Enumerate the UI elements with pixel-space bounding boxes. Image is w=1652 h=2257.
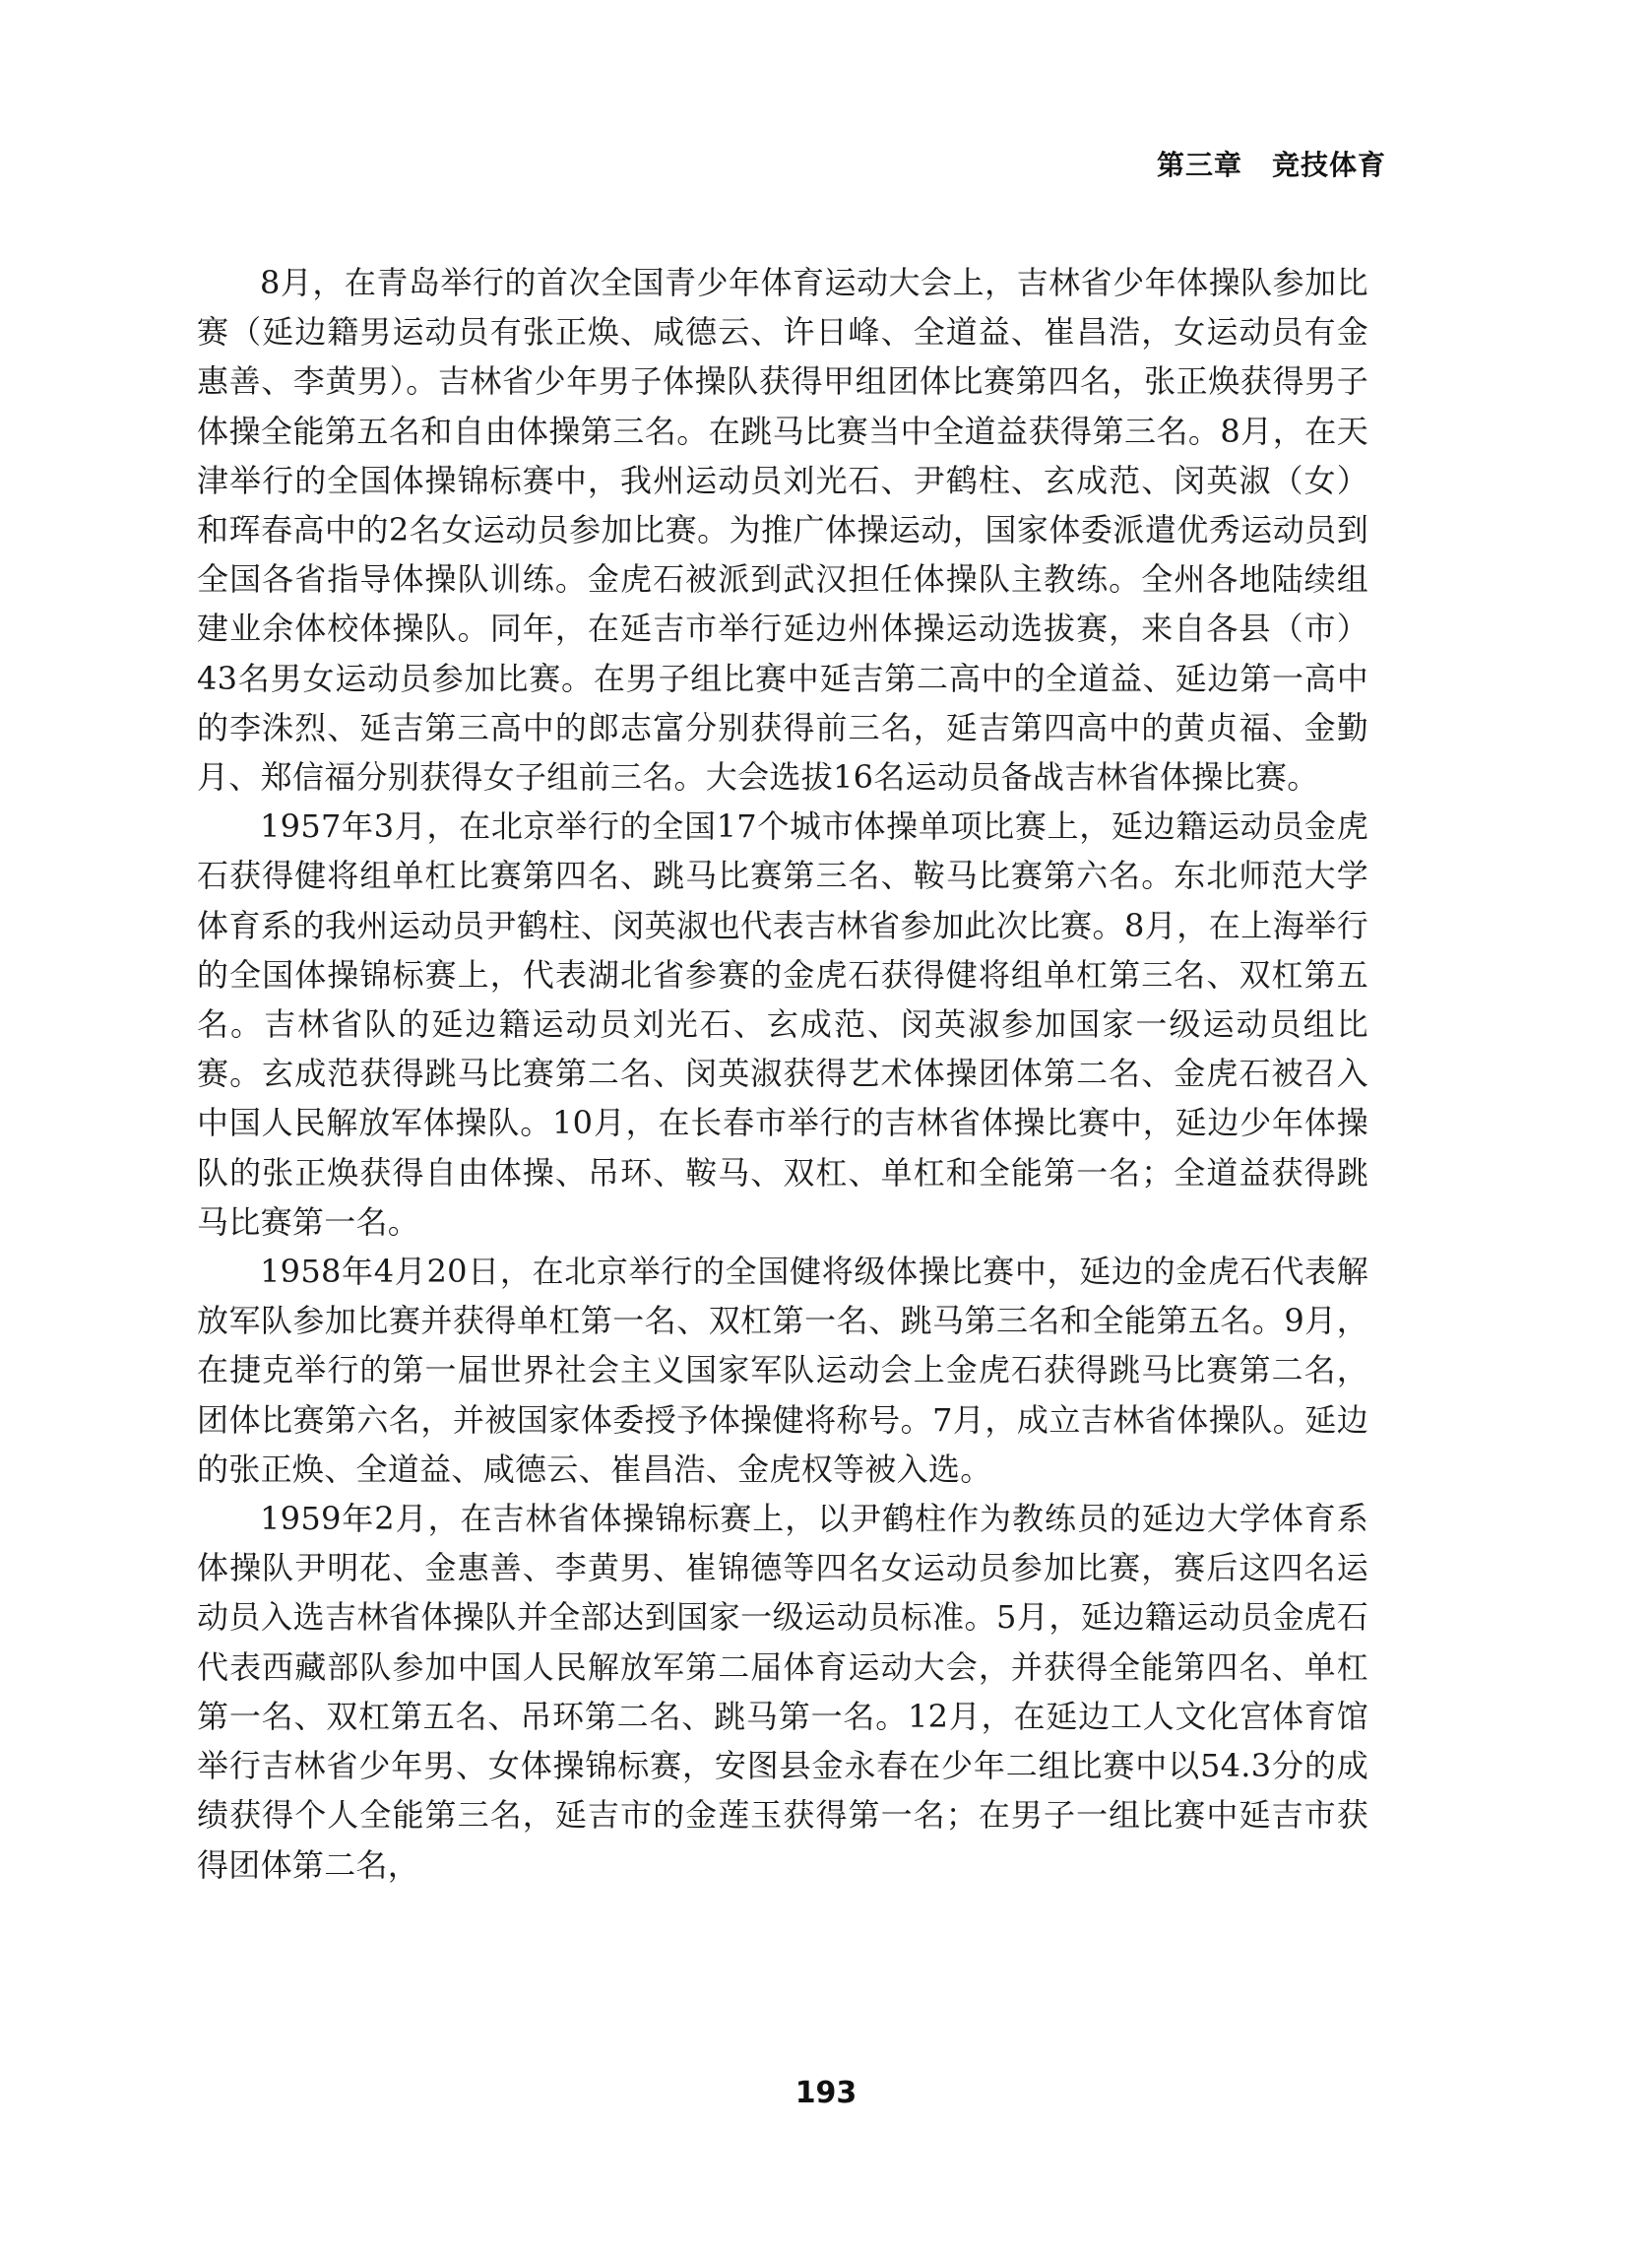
paragraph: 1958年4月20日，在北京举行的全国健将级体操比赛中，延边的金虎石代表解放军队参加比赛并获得单杠第一名、双杠第一名、跳马第三名和全能第五名。9月，在捷克举行的第一届世界社会主义国家军队运动会上金虎石获得跳马比赛第二名，团体比赛第六名，并被国家体委授予体操健将称号。7月，成立吉林省体操队。延边的张正焕、全道益、咸德云、崔昌浩、金虎权等被入选。	[197, 1253, 1368, 1488]
paragraph: 8月，在青岛举行的首次全国青少年体育运动大会上，吉林省少年体操队参加比赛（延边籍男运动员有张正焕、咸德云、许日峰、全道益、崔昌浩，女运动员有金惠善、李黄男）。吉林省少年男子体操队获得甲组团体比赛第四名，张正焕获得男子体操全能第五名和自由体操第三名。在跳马比赛当中全道益获得第三名。8月，在天津举行的全国体操锦标赛中，我州运动员刘光石、尹鹤柱、玄成范、闵英淑（女）和珲春高中的2名女运动员参加比赛。为推广体操运动，国家体委派遣优秀运动员到全国各省指导体操队训练。金虎石被派到武汉担任体操队主教练。全州各地陆续组建业余体校体操队。同年，在延吉市举行延边州体操运动选拔赛，来自各县（市）43名男女运动员参加比赛。在男子组比赛中延吉第二高中的全道益、延边第一高中的李洙烈、延吉第三高中的郎志富分别获得前三名，延吉第四高中的黄贞福、金勤月、郑信福分别获得女子组前三名。大会选拔16名运动员备战吉林省体操比赛。	[197, 264, 1368, 797]
body-text	[197, 258, 1368, 1890]
page-number: 193	[794, 2076, 858, 2110]
chapter-number: 第三章	[1156, 149, 1242, 181]
chapter-title: 竞技体育	[1271, 149, 1386, 181]
paragraph: 1957年3月，在北京举行的全国17个城市体操单项比赛上，延边籍运动员金虎石获得健将组单杠比赛第四名、跳马比赛第三名、鞍马比赛第六名。东北师范大学体育系的我州运动员尹鹤柱、闵英淑也代表吉林省参加此次比赛。8月，在上海举行的全国体操锦标赛上，代表湖北省参赛的金虎石获得健将组单杠第三名、双杠第五名。吉林省队的延边籍运动员刘光石、玄成范、闵英淑参加国家一级运动员组比赛。玄成范获得跳马比赛第二名、闵英淑获得艺术体操团体第二名、金虎石被召入中国人民解放军体操队。10月，在长春市举行的吉林省体操比赛中，延边少年体操队的张正焕获得自由体操、吊环、鞍马、双杠、单杠和全能第一名；全道益获得跳马比赛第一名。	[197, 807, 1368, 1241]
paragraph: 1959年2月，在吉林省体操锦标赛上，以尹鹤柱作为教练员的延边大学体育系体操队尹明花、金惠善、李黄男、崔锦德等四名女运动员参加比赛，赛后这四名运动员入选吉林省体操队并全部达到国家一级运动员标准。5月，延边籍运动员金虎石代表西藏部队参加中国人民解放军第二届体育运动大会，并获得全能第四名、单杠第一名、双杠第五名、吊环第二名、跳马第一名。12月，在延边工人文化宫体育馆举行吉林省少年男、女体操锦标赛，安图县金永春在少年二组比赛中以54.3分的成绩获得个人全能第三名，延吉市的金莲玉获得第一名；在男子一组比赛中延吉市获得团体第二名，	[197, 1500, 1368, 1884]
running-header	[1157, 144, 1386, 183]
